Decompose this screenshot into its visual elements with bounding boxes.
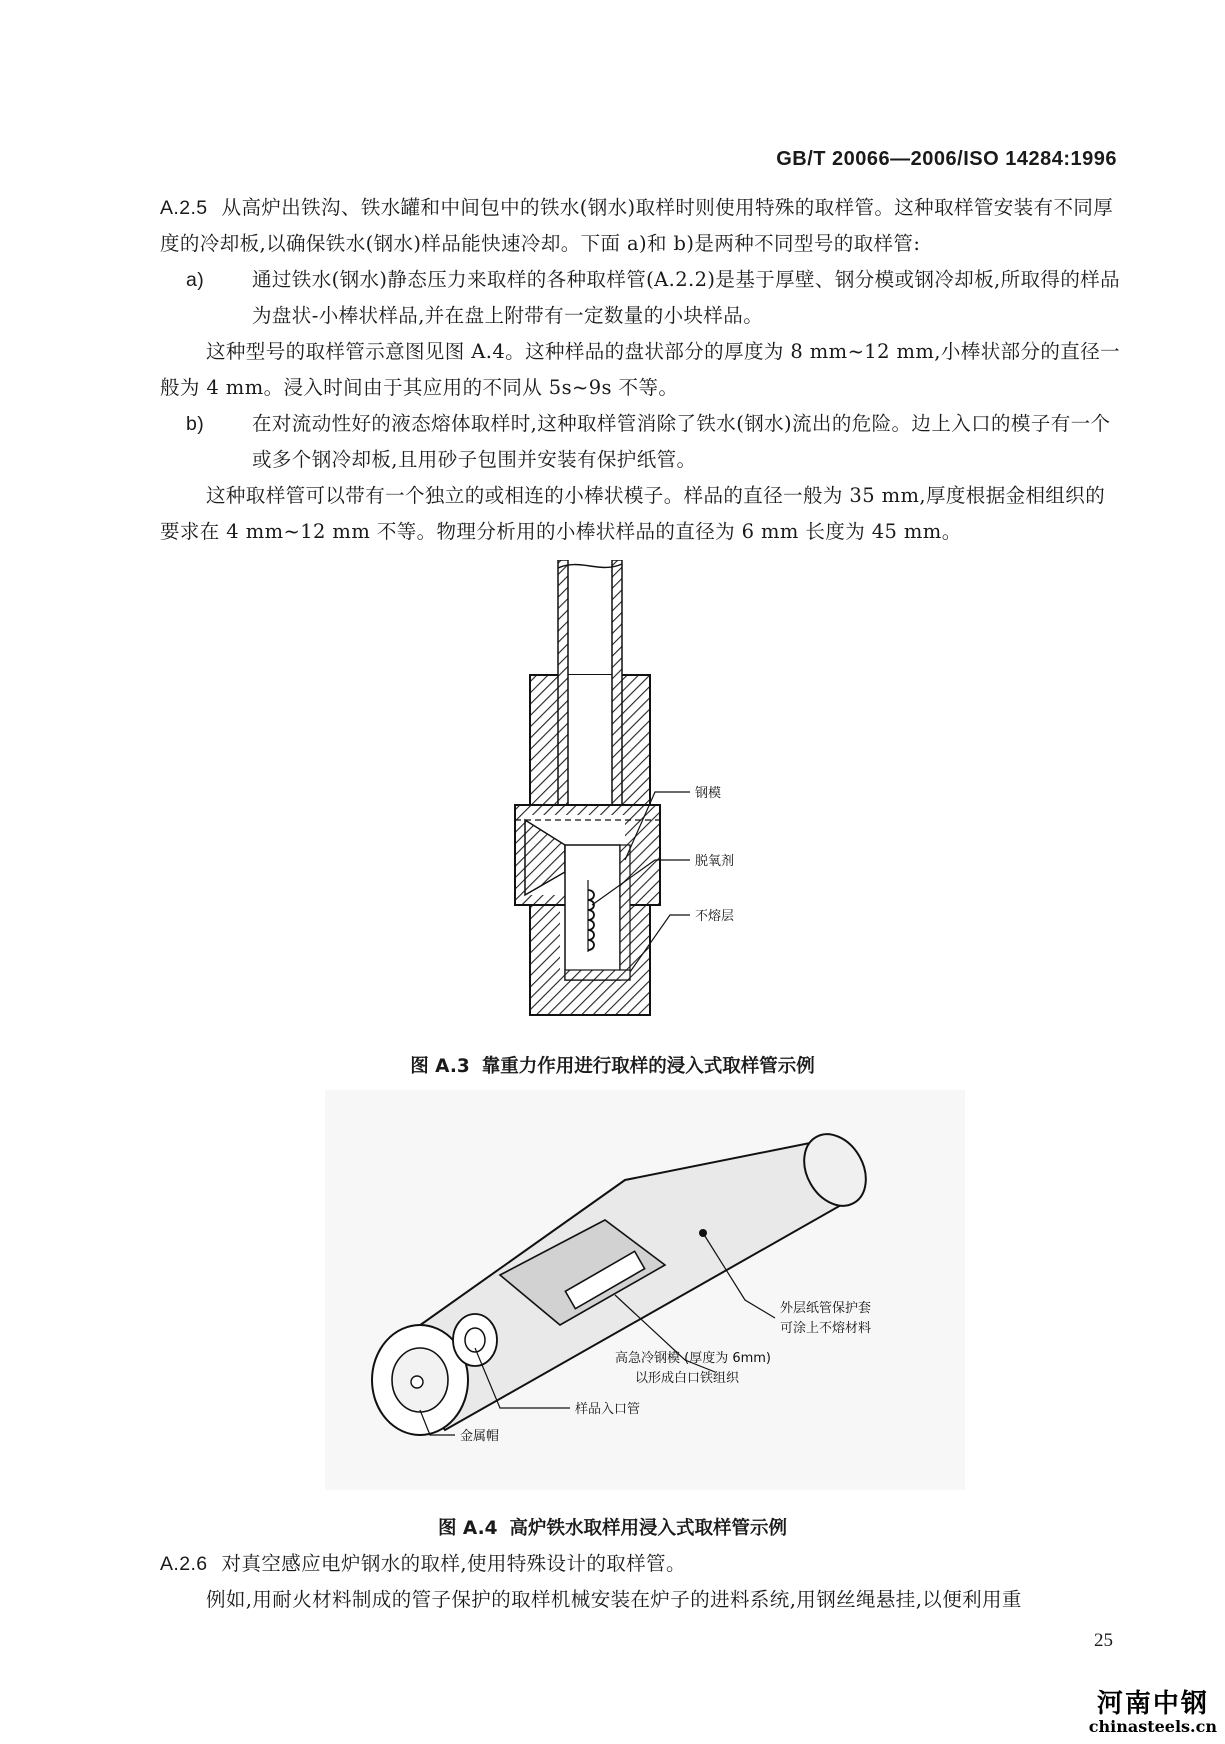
- label-inlet-tube: 样品入口管: [575, 1402, 641, 1417]
- list-item-b-label: b): [186, 413, 205, 435]
- watermark-logo: [1089, 1690, 1217, 1736]
- label-steel-mold: 钢模: [695, 786, 722, 801]
- label-chill-mold-line1: 高急冷钢模 (厚度为 6mm): [615, 1351, 772, 1366]
- paragraph-a26-continued: 例如,用耐火材料制成的管子保护的取样机械安装在炉子的进料系统,用钢丝绳悬挂,以便利用重: [206, 1588, 1022, 1611]
- label-chill-mold-line2: 以形成白口铁组织: [635, 1371, 740, 1386]
- section-a26: [160, 1546, 1120, 1582]
- list-item-b: [186, 406, 1122, 478]
- list-item-a-label: a): [186, 269, 205, 291]
- list-item-a-text: 通过铁水(钢水)静态压力来取样的各种取样管(A.2.2)是基于厚壁、钢分模或钢冷却板,所取得的样品为盘状-小棒状样品,并在盘上附带有一定数量的小块样品。: [252, 268, 1121, 327]
- standard-number-header: GB/T 20066—2006/ISO 14284:1996: [776, 148, 1117, 170]
- label-metal-cap: 金属帽: [460, 1429, 500, 1444]
- label-outer-sleeve-line1: 外层纸管保护套: [780, 1301, 872, 1316]
- steel-mold-shape: [565, 845, 630, 980]
- figure-a3-caption-text: 靠重力作用进行取样的浸入式取样管示例: [481, 1056, 815, 1077]
- watermark-en: chinasteels.cn: [1088, 1717, 1217, 1736]
- figure-a4-caption-text: 高炉铁水取样用浸入式取样管示例: [509, 1518, 788, 1539]
- list-item-a: [186, 262, 1122, 334]
- figure-a4-caption: [0, 1514, 1225, 1540]
- figure-a3-caption-number: 图 A.3: [410, 1056, 470, 1077]
- paragraph-a-note: 这种型号的取样管示意图见图 A.4。这种样品的盘状部分的厚度为 8 mm~12 mm,小棒状部分的直径一般为 4 mm。浸入时间由于其应用的不同从 5s~9s 不等。: [160, 340, 1121, 399]
- watermark-cn: 河南中钢: [1096, 1689, 1209, 1719]
- figure-a4-caption-number: 图 A.4: [437, 1518, 498, 1539]
- section-a25-text: 从高炉出铁沟、铁水罐和中间包中的铁水(钢水)取样时则使用特殊的取样管。这种取样管安装有不同厚度的冷却板,以确保铁水(钢水)样品能快速冷却。下面 a)和 b)是两种不同型号的取样管:: [160, 196, 1114, 255]
- page-number: 25: [1094, 1630, 1113, 1651]
- label-outer-sleeve-line2: 可涂上不熔材料: [780, 1321, 872, 1336]
- figure-a4-diagram: [325, 1090, 965, 1490]
- figure-a3-diagram: [470, 560, 870, 1030]
- inlet-tube-shape: [453, 1314, 497, 1366]
- section-a26-text: 对真空感应电炉钢水的取样,使用特殊设计的取样管。: [221, 1552, 686, 1575]
- section-a26-number: A.2.6: [160, 1553, 208, 1575]
- section-a25-number: A.2.5: [160, 197, 208, 219]
- list-item-b-text: 在对流动性好的液态熔体取样时,这种取样管消除了铁水(钢水)流出的危险。边上入口的模子有一个或多个钢冷却板,且用砂子包围并安装有保护纸管。: [252, 412, 1111, 471]
- label-refractory-layer: 不熔层: [695, 909, 735, 924]
- section-a25: [160, 190, 1120, 262]
- figure-a3-caption: [0, 1052, 1225, 1078]
- label-deoxidizer: 脱氧剂: [695, 854, 735, 869]
- paragraph-b-note: 这种取样管可以带有一个独立的或相连的小棒状模子。样品的直径一般为 35 mm,厚度根据金相组织的要求在 4 mm~12 mm 不等。物理分析用的小棒状样品的直径为 6 mm 长度为 45 mm。: [160, 484, 1106, 543]
